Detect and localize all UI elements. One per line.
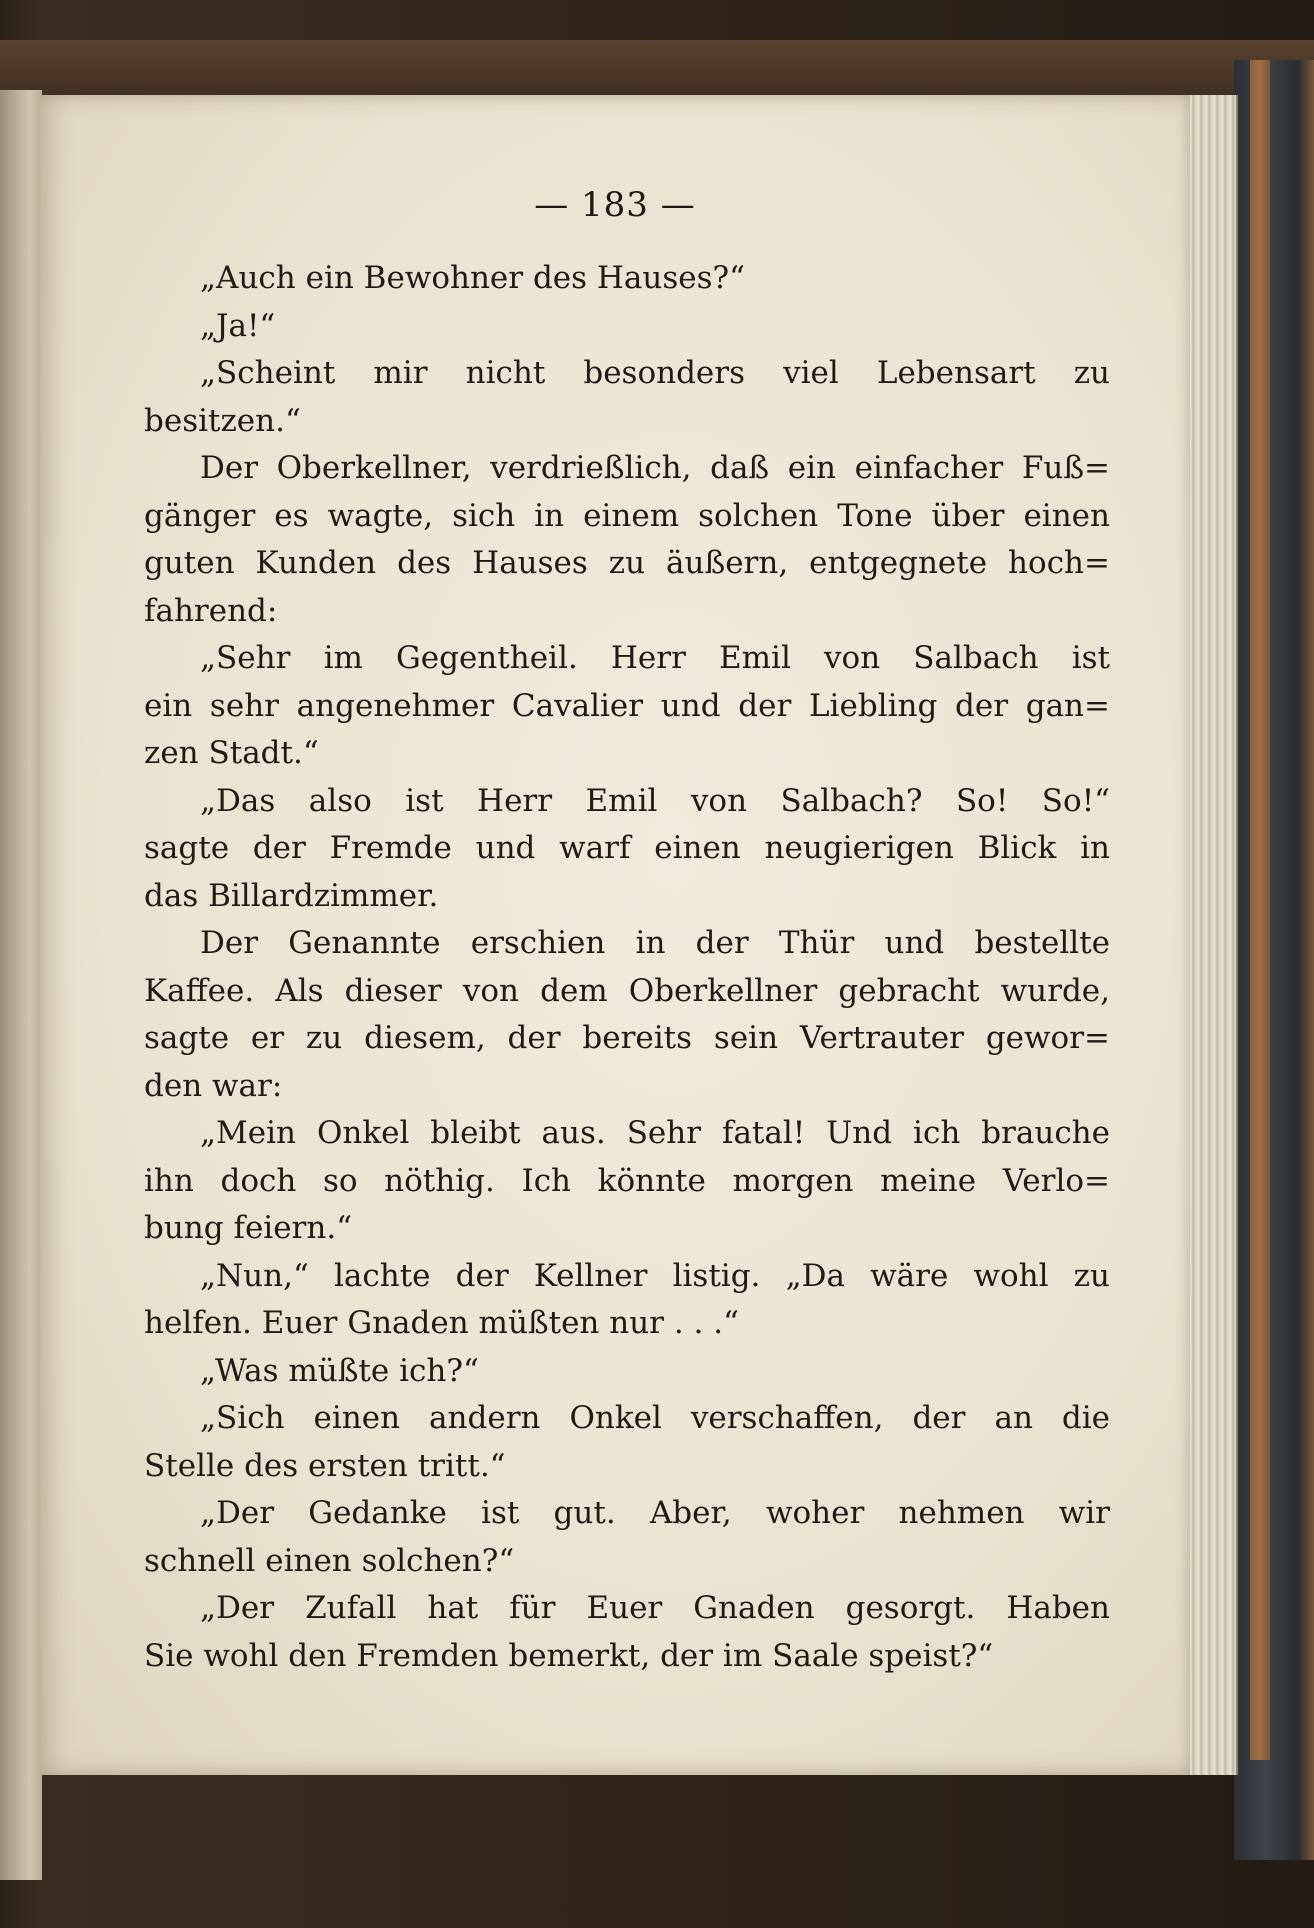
book-spine-leather (1250, 60, 1270, 1760)
text-line: „Der Zufall hat für Euer Gnaden gesorgt. Haben (200, 1590, 1110, 1626)
text-line: „Der Gedanke ist gut. Aber, woher nehmen wir (200, 1495, 1110, 1531)
text-line: den war: (144, 1067, 283, 1104)
book-cover-top (0, 40, 1314, 100)
text-line: Der Oberkellner, verdrießlich, daß ein einfacher Fuß= (200, 450, 1110, 486)
text-line: Kaffee. Als dieser von dem Oberkellner gebracht wurde, (144, 972, 1110, 1009)
text-line: „Nun,“ lachte der Kellner listig. „Da wäre wohl zu (200, 1257, 1110, 1294)
text-line: bung feiern.“ (144, 1210, 353, 1246)
text-line: besitzen.“ (144, 402, 301, 439)
text-line: „Mein Onkel bleibt aus. Sehr fatal! Und ich brauche (200, 1115, 1110, 1151)
page-number: — 183 — (534, 185, 696, 225)
text-line: „Was müßte ich?“ (200, 1352, 479, 1389)
page-text (144, 255, 1110, 1680)
text-line: schnell einen solchen?“ (144, 1542, 515, 1579)
text-line: zen Stadt.“ (144, 735, 319, 771)
text-line: gänger es wagte, sich in einem solchen Tone über einen (144, 497, 1110, 534)
text-line: guten Kunden des Hauses zu äußern, entgegnete hoch= (144, 545, 1110, 581)
text-line: Der Genannte erschien in der Thür und bestellte (200, 925, 1110, 961)
text-line: Sie wohl den Fremden bemerkt, der im Saale speist?“ (144, 1637, 994, 1674)
text-line: „Das also ist Herr Emil von Salbach? So! So!“ (200, 782, 1110, 819)
text-line: sagte er zu diesem, der bereits sein Vertrauter gewor= (144, 1020, 1110, 1056)
text-line: „Sehr im Gegentheil. Herr Emil von Salbach ist (200, 640, 1110, 676)
text-line: „Ja!“ (200, 307, 276, 344)
text-line: ihn doch so nöthig. Ich könnte morgen meine Verlo= (144, 1162, 1110, 1199)
book-page (40, 95, 1190, 1775)
text-line: fahrend: (144, 592, 278, 629)
text-line: sagte der Fremde und warf einen neugierigen Blick in (144, 830, 1110, 866)
text-line: „Auch ein Bewohner des Hauses?“ (200, 260, 746, 296)
text-line: Stelle des ersten tritt.“ (144, 1447, 506, 1484)
text-line: helfen. Euer Gnaden müßten nur . . .“ (144, 1305, 739, 1341)
previous-page-edge (0, 90, 42, 1880)
text-line: ein sehr angenehmer Cavalier und der Liebling der gan= (144, 687, 1110, 724)
text-line: das Billardzimmer. (144, 877, 439, 914)
text-line: „Scheint mir nicht besonders viel Lebensart zu (200, 355, 1110, 391)
text-line: „Sich einen andern Onkel verschaffen, der an die (200, 1400, 1110, 1436)
book-cover-right (1234, 60, 1314, 1860)
